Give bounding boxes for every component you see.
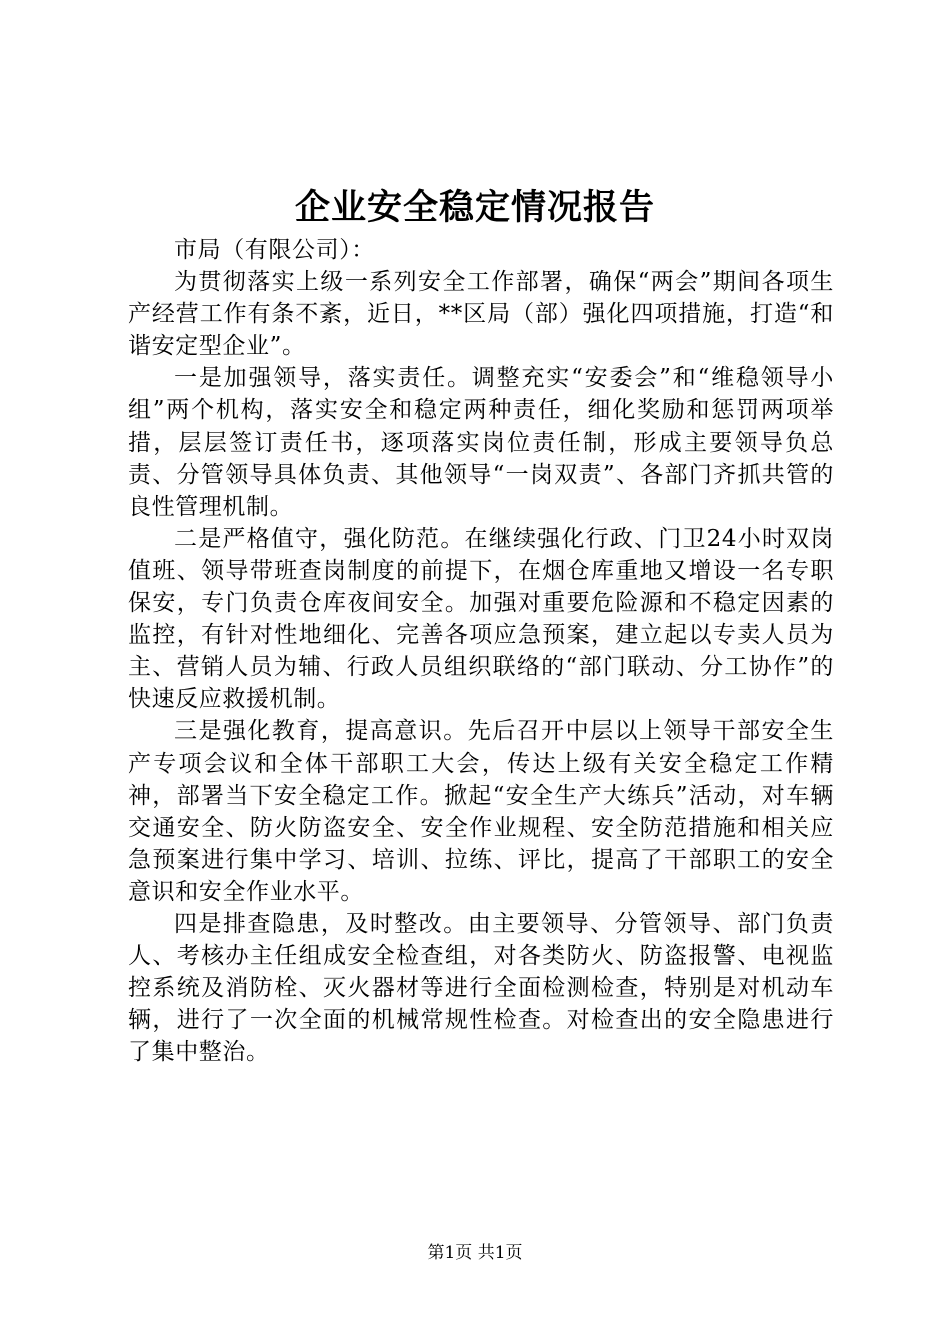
paragraph-intro: 为贯彻落实上级一系列安全工作部署，确保“两会”期间各项生产经营工作有条不紊，近日，**区局（部）强化四项措施，打造“和谐安定型企业”。 <box>128 269 834 360</box>
paragraph-inspection: 四是排查隐患，及时整改。由主要领导、分管领导、部门负责人、考核办主任组成安全检查组，对各类防火、防盗报警、电视监控系统及消防栓、灭火器材等进行全面检测检查，特别是对机动车辆，进行了一次全面的机械常规性检查。对检查出的安全隐患进行了集中整治。 <box>128 910 834 1066</box>
paragraph-leadership: 一是加强领导，落实责任。调整充实“安委会”和“维稳领导小组”两个机构，落实安全和稳定两种责任，细化奖励和惩罚两项举措，层层签订责任书，逐项落实岗位责任制，形成主要领导负总责、分管领导具体负责、其他领导“一岗双责”、各部门齐抓共管的良性管理机制。 <box>128 365 834 520</box>
page-footer: 第1页 共1页 <box>427 1243 523 1263</box>
document-body <box>128 234 834 1068</box>
paragraph-duty: 二是严格值守，强化防范。在继续强化行政、门卫24小时双岗值班、领导带班查岗制度的前提下，在烟仓库重地又增设一名专职保安，专门负责仓库夜间安全。加强对重要危险源和不稳定因素的监控，有针对性地细化、完善各项应急预案，建立起以专卖人员为主、营销人员为辅、行政人员组织联络的“部门联动、分工协作”的快速反应救援机制。 <box>128 525 834 713</box>
salutation: 市局（有限公司）： <box>174 237 375 263</box>
paragraph-education: 三是强化教育，提高意识。先后召开中层以上领导干部安全生产专项会议和全体干部职工大会，传达上级有关安全稳定工作精神，部署当下安全稳定工作。掀起“安全生产大练兵”活动，对车辆交通安全、防火防盗安全、安全作业规程、安全防范措施和相关应急预案进行集中学习、培训、拉练、评比，提高了干部职工的安全意识和安全作业水平。 <box>128 718 834 905</box>
document-title: 企业安全稳定情况报告 <box>294 187 655 228</box>
